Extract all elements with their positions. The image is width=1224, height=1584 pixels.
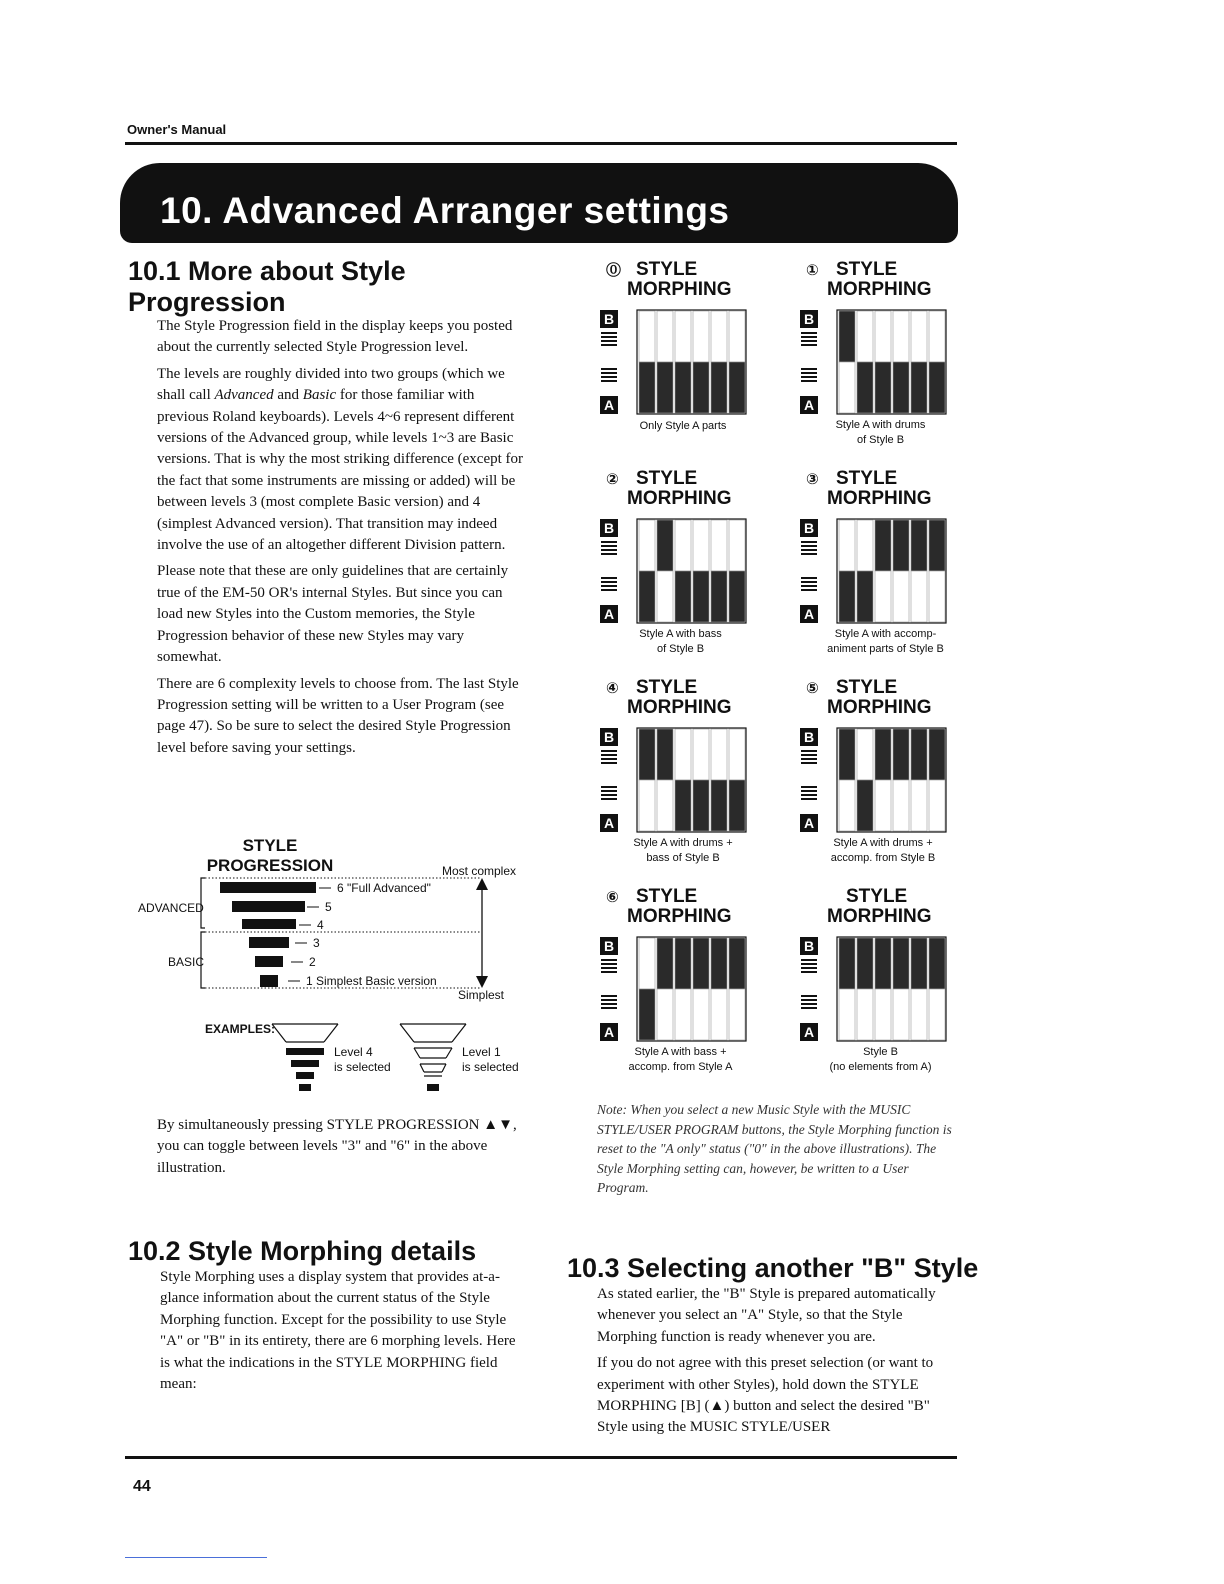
b-column-cell <box>639 520 655 571</box>
a-column-cell <box>839 780 855 831</box>
a-indicator-bar <box>801 380 817 382</box>
morphing-panel-5: ⑤ STYLE MORPHING B A Style A with drums + accomp. from Style B <box>798 678 958 868</box>
a-indicator-bar <box>601 577 617 579</box>
b-indicator-bar <box>801 754 817 756</box>
example-level-4-label: Level 4 is selected <box>334 1045 391 1074</box>
b-box-letter: B <box>603 729 615 745</box>
a-column-cell <box>911 780 927 831</box>
b-indicator-bar <box>601 750 617 752</box>
b-column-cell <box>729 311 745 362</box>
a-indicator-bar <box>801 790 817 792</box>
a-column-cell <box>911 362 927 413</box>
b-column-cell <box>929 938 945 989</box>
a-box-letter: A <box>603 1024 615 1040</box>
b-column-cell <box>693 938 709 989</box>
b-indicator-bar <box>801 758 817 760</box>
level-label-1: 1 Simplest Basic version <box>306 974 437 988</box>
section-10-1-title: 10.1 More about Style Progression <box>128 256 406 317</box>
morphing-panel-7: STYLE MORPHING B A Style B (no elements from A) <box>798 887 958 1077</box>
b-column-cell <box>893 311 909 362</box>
a-column-cell <box>911 571 927 622</box>
a-indicator-bar <box>801 577 817 579</box>
b-indicator-bar <box>801 545 817 547</box>
a-column-cell <box>929 571 945 622</box>
morphing-panel-4: ④ STYLE MORPHING B A Style A with drums + bass of Style B <box>598 678 758 868</box>
example-level-1-label: Level 1 is selected <box>462 1045 519 1074</box>
a-column-cell <box>693 989 709 1040</box>
paragraph: As stated earlier, the "B" Style is prepared automatically whenever you select an "A" Style, so that the Style Morphing function is ready whenever you are. <box>597 1286 936 1345</box>
a-column-cell <box>657 780 673 831</box>
a-column-cell <box>875 989 891 1040</box>
b-indicator-bar <box>801 541 817 543</box>
b-column-cell <box>693 520 709 571</box>
b-column-cell <box>657 729 673 780</box>
paragraph: The Style Progression field in the display keeps you posted about the currently selected Style Progression level. <box>157 318 513 356</box>
a-column-cell <box>639 780 655 831</box>
a-column-cell <box>857 989 873 1040</box>
a-box-letter: A <box>803 1024 815 1040</box>
level-bar-6 <box>220 882 316 893</box>
a-column-cell <box>711 780 727 831</box>
b-column-cell <box>639 729 655 780</box>
b-indicator-bar <box>601 963 617 965</box>
a-column-cell <box>729 780 745 831</box>
bottom-link-line <box>125 1557 267 1558</box>
b-indicator-bar <box>801 344 817 346</box>
paragraph: If you do not agree with this preset selection (or want to experiment with other Styles), hold down the STYLE MORPHING [B] (▲) button and select the desired "B" Style using the MUSIC STYLE/USER <box>597 1355 934 1436</box>
a-column-cell <box>875 780 891 831</box>
a-column-cell <box>675 571 691 622</box>
b-column-cell <box>729 938 745 989</box>
a-indicator-bar <box>601 1007 617 1009</box>
a-indicator-bar <box>801 376 817 378</box>
a-indicator-bar <box>601 790 617 792</box>
a-column-cell <box>729 571 745 622</box>
a-indicator-bar <box>601 585 617 587</box>
b-indicator-bar <box>601 545 617 547</box>
a-indicator-bar <box>801 372 817 374</box>
progression-title: STYLE PROGRESSION <box>206 836 334 875</box>
b-column-cell <box>711 938 727 989</box>
b-column-cell <box>693 729 709 780</box>
a-column-cell <box>711 362 727 413</box>
a-indicator-bar <box>601 798 617 800</box>
b-column-cell <box>857 938 873 989</box>
b-column-cell <box>839 520 855 571</box>
a-indicator-bar <box>801 589 817 591</box>
footer-rule <box>125 1456 957 1459</box>
a-column-cell <box>657 571 673 622</box>
level-label-4: 4 <box>317 918 324 932</box>
a-column-cell <box>711 571 727 622</box>
a-indicator-bar <box>601 581 617 583</box>
level-label-5: 5 <box>325 900 332 914</box>
b-column-cell <box>857 311 873 362</box>
a-indicator-bar <box>601 999 617 1001</box>
paragraph: Please note that these are only guidelines that are certainly true of the EM-50 OR's internal Styles. But since you can load new Styles into the Custom memories, the Style Progression behavior of these new Styles may vary somewhat. <box>157 563 509 666</box>
a-column-cell <box>711 989 727 1040</box>
b-box-letter: B <box>803 729 815 745</box>
progression-toggle-paragraph: By simultaneously pressing STYLE PROGRESSION ▲▼, you can toggle between levels "3" and "6" in the above illustration. <box>157 1117 517 1176</box>
b-column-cell <box>875 520 891 571</box>
a-column-cell <box>675 780 691 831</box>
b-indicator-bar <box>601 967 617 969</box>
b-column-cell <box>711 520 727 571</box>
a-column-cell <box>839 571 855 622</box>
morphing-note: Note: When you select a new Music Style with the MUSIC STYLE/USER PROGRAM buttons, the Style Morphing function is reset to the "A only" status ("0" in the above illustrations). The Style Morphing setting can, however, be written to a User Program. <box>597 1102 952 1195</box>
b-box-letter: B <box>803 520 815 536</box>
page-number: 44 <box>133 1478 151 1495</box>
a-indicator-bar <box>801 798 817 800</box>
a-column-cell <box>657 989 673 1040</box>
a-column-cell <box>675 989 691 1040</box>
a-indicator-bar <box>801 1003 817 1005</box>
b-column-cell <box>893 729 909 780</box>
b-indicator-bar <box>601 754 617 756</box>
a-column-cell <box>929 780 945 831</box>
a-column-cell <box>729 989 745 1040</box>
b-indicator-bar <box>801 963 817 965</box>
a-column-cell <box>875 362 891 413</box>
b-box-letter: B <box>603 311 615 327</box>
b-column-cell <box>929 520 945 571</box>
a-column-cell <box>639 989 655 1040</box>
b-column-cell <box>857 520 873 571</box>
a-indicator-bar <box>601 376 617 378</box>
paragraph: The levels are roughly divided into two groups (which we shall call Advanced and Basic for those familiar with previous Roland keyboards). Levels 4~6 represent different versions of the Advanced group, while levels 1~3 are Basic versions. That is why the most striking difference (except for the fact that some instruments are missing or added) will be between levels 3 (most complete Basic version) and 4 (simplest Advanced version). That transition may indeed involve the use of an altogether different Division pattern. <box>157 365 524 554</box>
b-column-cell <box>911 729 927 780</box>
b-column-cell <box>639 938 655 989</box>
b-column-cell <box>693 311 709 362</box>
b-indicator-bar <box>601 541 617 543</box>
b-indicator-bar <box>601 553 617 555</box>
a-indicator-bar <box>801 999 817 1001</box>
b-column-cell <box>711 729 727 780</box>
a-column-cell <box>857 571 873 622</box>
b-indicator-bar <box>801 549 817 551</box>
b-indicator-bar <box>801 971 817 973</box>
morphing-panel-6: ⑥ STYLE MORPHING B A Style A with bass + accomp. from Style A <box>598 887 758 1077</box>
a-column-cell <box>911 989 927 1040</box>
morphing-panel-3: ③ STYLE MORPHING B A Style A with accomp- animent parts of Style B <box>798 469 958 659</box>
b-indicator-bar <box>801 553 817 555</box>
section-10-3-body <box>597 1284 959 1444</box>
b-column-cell <box>675 311 691 362</box>
b-column-cell <box>729 729 745 780</box>
examples-label: EXAMPLES: <box>205 1022 276 1036</box>
b-indicator-bar <box>801 340 817 342</box>
b-indicator-bar <box>801 959 817 961</box>
b-column-cell <box>929 311 945 362</box>
morphing-panel-2: ② STYLE MORPHING B A Style A with bass of Style B <box>598 469 758 659</box>
b-column-cell <box>875 311 891 362</box>
a-column-cell <box>893 571 909 622</box>
a-column-cell <box>839 362 855 413</box>
b-column-cell <box>639 311 655 362</box>
b-column-cell <box>657 938 673 989</box>
a-column-cell <box>893 780 909 831</box>
a-column-cell <box>693 362 709 413</box>
level-bar-3 <box>249 937 289 948</box>
a-column-cell <box>639 362 655 413</box>
a-indicator-bar <box>801 995 817 997</box>
b-column-cell <box>729 520 745 571</box>
a-column-cell <box>857 362 873 413</box>
b-indicator-bar <box>601 549 617 551</box>
advanced-label: ADVANCED <box>138 901 204 915</box>
b-indicator-bar <box>801 762 817 764</box>
a-indicator-bar <box>601 368 617 370</box>
a-column-cell <box>893 989 909 1040</box>
b-column-cell <box>893 520 909 571</box>
morphing-panel-1: ① STYLE MORPHING B A Style A with drums of Style B <box>798 260 958 450</box>
level-label-3: 3 <box>313 936 320 950</box>
a-column-cell <box>929 362 945 413</box>
a-box-letter: A <box>803 606 815 622</box>
b-indicator-bar <box>801 967 817 969</box>
b-column-cell <box>839 729 855 780</box>
a-indicator-bar <box>801 585 817 587</box>
a-box-letter: A <box>803 815 815 831</box>
a-indicator-bar <box>601 589 617 591</box>
a-indicator-bar <box>601 380 617 382</box>
b-column-cell <box>675 520 691 571</box>
a-indicator-bar <box>801 368 817 370</box>
b-indicator-bar <box>601 344 617 346</box>
b-indicator-bar <box>601 762 617 764</box>
b-box-letter: B <box>603 520 615 536</box>
level-bar-4 <box>242 919 296 929</box>
a-column-cell <box>729 362 745 413</box>
level-bar-2 <box>255 956 283 967</box>
a-column-cell <box>693 780 709 831</box>
section-10-1-body <box>157 316 525 764</box>
b-column-cell <box>893 938 909 989</box>
b-column-cell <box>675 938 691 989</box>
b-column-cell <box>711 311 727 362</box>
a-box-letter: A <box>603 397 615 413</box>
b-indicator-bar <box>601 340 617 342</box>
a-column-cell <box>929 989 945 1040</box>
a-column-cell <box>875 571 891 622</box>
b-column-cell <box>911 311 927 362</box>
header-rule <box>125 142 957 145</box>
chapter-title: 10. Advanced Arranger settings <box>160 190 730 231</box>
a-box-letter: A <box>603 815 615 831</box>
paragraph: There are 6 complexity levels to choose from. The last Style Progression setting will be written to a User Program (see page 47). So be sure to select the desired Style Progression level before saving your settings. <box>157 675 519 756</box>
b-indicator-bar <box>801 332 817 334</box>
b-column-cell <box>857 729 873 780</box>
a-box-letter: A <box>603 606 615 622</box>
b-column-cell <box>675 729 691 780</box>
b-indicator-bar <box>601 336 617 338</box>
a-column-cell <box>639 571 655 622</box>
a-indicator-bar <box>801 786 817 788</box>
b-box-letter: B <box>803 311 815 327</box>
simplest-label: Simplest <box>458 988 505 1002</box>
section-10-2-title: 10.2 Style Morphing details <box>128 1236 477 1266</box>
b-indicator-bar <box>601 971 617 973</box>
a-column-cell <box>675 362 691 413</box>
a-indicator-bar <box>801 581 817 583</box>
a-column-cell <box>893 362 909 413</box>
b-box-letter: B <box>803 938 815 954</box>
level-bar-5 <box>232 901 305 912</box>
a-column-cell <box>693 571 709 622</box>
basic-label: BASIC <box>168 955 205 969</box>
b-column-cell <box>657 311 673 362</box>
a-column-cell <box>857 780 873 831</box>
section-10-3-title: 10.3 Selecting another "B" Style <box>567 1253 979 1283</box>
level-bar-1 <box>260 975 278 987</box>
b-column-cell <box>875 938 891 989</box>
b-column-cell <box>929 729 945 780</box>
b-column-cell <box>911 938 927 989</box>
a-indicator-bar <box>601 995 617 997</box>
b-column-cell <box>657 520 673 571</box>
a-indicator-bar <box>601 786 617 788</box>
a-column-cell <box>657 362 673 413</box>
a-indicator-bar <box>801 1007 817 1009</box>
section-10-2-body: Style Morphing uses a display system that provides at-a-glance information about the current status of the Style Morphing function. Except for the possibility to use Style "A" or "B" in its entirety, there are 6 morphing levels. Here is what the indications in the STYLE MORPHING field mean: <box>160 1269 516 1393</box>
level-label-2: 2 <box>309 955 316 969</box>
b-indicator-bar <box>601 959 617 961</box>
morphing-panel-0: ⓪ STYLE MORPHING B A Only Style A parts <box>598 260 758 440</box>
a-indicator-bar <box>601 1003 617 1005</box>
b-column-cell <box>911 520 927 571</box>
b-column-cell <box>839 938 855 989</box>
a-box-letter: A <box>803 397 815 413</box>
level-label-6: 6 "Full Advanced" <box>337 881 431 895</box>
a-indicator-bar <box>601 372 617 374</box>
running-header: Owner's Manual <box>127 122 227 137</box>
most-complex-label: Most complex <box>442 864 517 878</box>
b-indicator-bar <box>601 758 617 760</box>
a-indicator-bar <box>801 794 817 796</box>
b-indicator-bar <box>801 750 817 752</box>
b-column-cell <box>875 729 891 780</box>
b-column-cell <box>839 311 855 362</box>
b-indicator-bar <box>601 332 617 334</box>
a-column-cell <box>839 989 855 1040</box>
b-box-letter: B <box>603 938 615 954</box>
a-indicator-bar <box>601 794 617 796</box>
b-indicator-bar <box>801 336 817 338</box>
